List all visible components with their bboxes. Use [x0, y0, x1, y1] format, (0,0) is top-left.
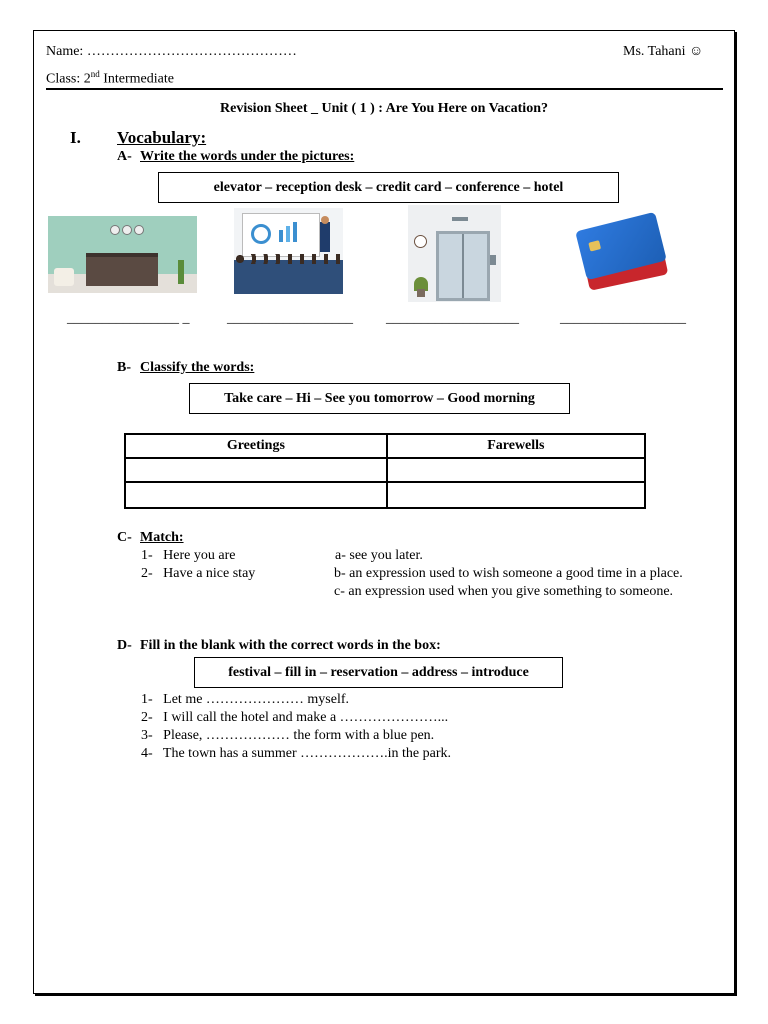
part-a-letter: A- [117, 149, 132, 164]
page-title: Revision Sheet _ Unit ( 1 ) : Are You Here on Vacation? [220, 101, 548, 116]
part-b-instruction: Classify the words: [140, 360, 255, 375]
plant-pot-shape [417, 289, 425, 297]
part-d-word-box: festival – fill in – reservation – address – introduce [194, 657, 563, 688]
conference-picture [234, 208, 343, 294]
elevator-call-button [490, 255, 496, 265]
table-row [125, 482, 645, 508]
desk-top-shape [86, 253, 158, 257]
table-header-row [125, 434, 645, 458]
elevator-door-split [462, 234, 464, 298]
fill-in-item: 2- I will call the hotel and make a …………………... [141, 710, 449, 725]
fill-in-item: 4- The town has a summer ……………….in the park. [141, 746, 452, 761]
classify-table [124, 433, 646, 509]
bar-chart-icon [286, 226, 290, 242]
answer-blank: ________________ _ [67, 311, 190, 326]
audience-shape [234, 260, 343, 294]
greetings-cell[interactable] [125, 482, 387, 508]
clock-icon [122, 225, 132, 235]
class-suffix: Intermediate [99, 71, 174, 87]
clock-icon [110, 225, 120, 235]
farewells-header: Farewells [387, 434, 645, 458]
presenter-figure [320, 222, 330, 252]
credit-card-picture [572, 211, 676, 295]
name-line: Name: ……………………………………… [46, 44, 297, 59]
match-right-item: b- an expression used to wish someone a good time in a place. [334, 566, 683, 581]
part-b-letter: B- [117, 360, 131, 375]
elevator-picture [408, 205, 501, 302]
pie-chart-icon [251, 224, 271, 244]
farewells-cell[interactable] [387, 482, 645, 508]
card-chip-icon [588, 240, 601, 251]
class-prefix: Class: 2 [46, 71, 91, 87]
wall-clock-icon [414, 235, 427, 248]
match-right-item: a- see you later. [335, 548, 423, 563]
part-d-letter: D- [117, 638, 132, 653]
match-right-item: c- an expression used when you give something to someone. [334, 584, 674, 599]
header-divider [46, 88, 723, 90]
match-left-item: 1- Here you are [141, 548, 236, 563]
farewells-cell[interactable] [387, 458, 645, 482]
answer-blank: __________________ [560, 311, 686, 326]
part-c-letter: C- [117, 530, 132, 545]
section-heading: Vocabulary: [117, 128, 207, 147]
worksheet-page [33, 30, 735, 994]
elevator-doors [436, 231, 490, 301]
part-a-word-box: elevator – reception desk – credit card – conference – hotel [158, 172, 619, 203]
teacher-name: Ms. Tahani ☺ [623, 44, 704, 59]
bar-chart-icon [293, 222, 297, 242]
fill-in-item: 3- Please, ……………… the form with a blue pen. [141, 728, 435, 743]
answer-blank: ___________________ [386, 311, 519, 326]
match-left-item: 2- Have a nice stay [141, 566, 256, 581]
class-line [46, 69, 174, 88]
greetings-cell[interactable] [125, 458, 387, 482]
part-a-instruction: Write the words under the pictures: [140, 149, 355, 164]
armchair-shape [54, 268, 74, 286]
fill-in-item: 1- Let me ………………… myself. [141, 692, 350, 707]
presenter-head [321, 216, 329, 224]
clock-icon [134, 225, 144, 235]
part-d-instruction: Fill in the blank with the correct words in the box: [140, 638, 441, 653]
greetings-header: Greetings [125, 434, 387, 458]
bar-chart-icon [279, 230, 283, 242]
class-superscript: nd [90, 69, 100, 79]
audience-heads [234, 254, 343, 264]
desk-shape [86, 256, 158, 286]
table-row [125, 458, 645, 482]
part-b-word-box: Take care – Hi – See you tomorrow – Good morning [189, 383, 570, 414]
elevator-indicator [452, 217, 468, 221]
section-numeral: I. [70, 128, 81, 147]
part-c-instruction: Match: [140, 530, 184, 545]
reception-desk-picture [48, 216, 197, 293]
presentation-screen [242, 213, 320, 257]
plant-shape [178, 260, 184, 284]
answer-blank: __________________ [227, 311, 353, 326]
